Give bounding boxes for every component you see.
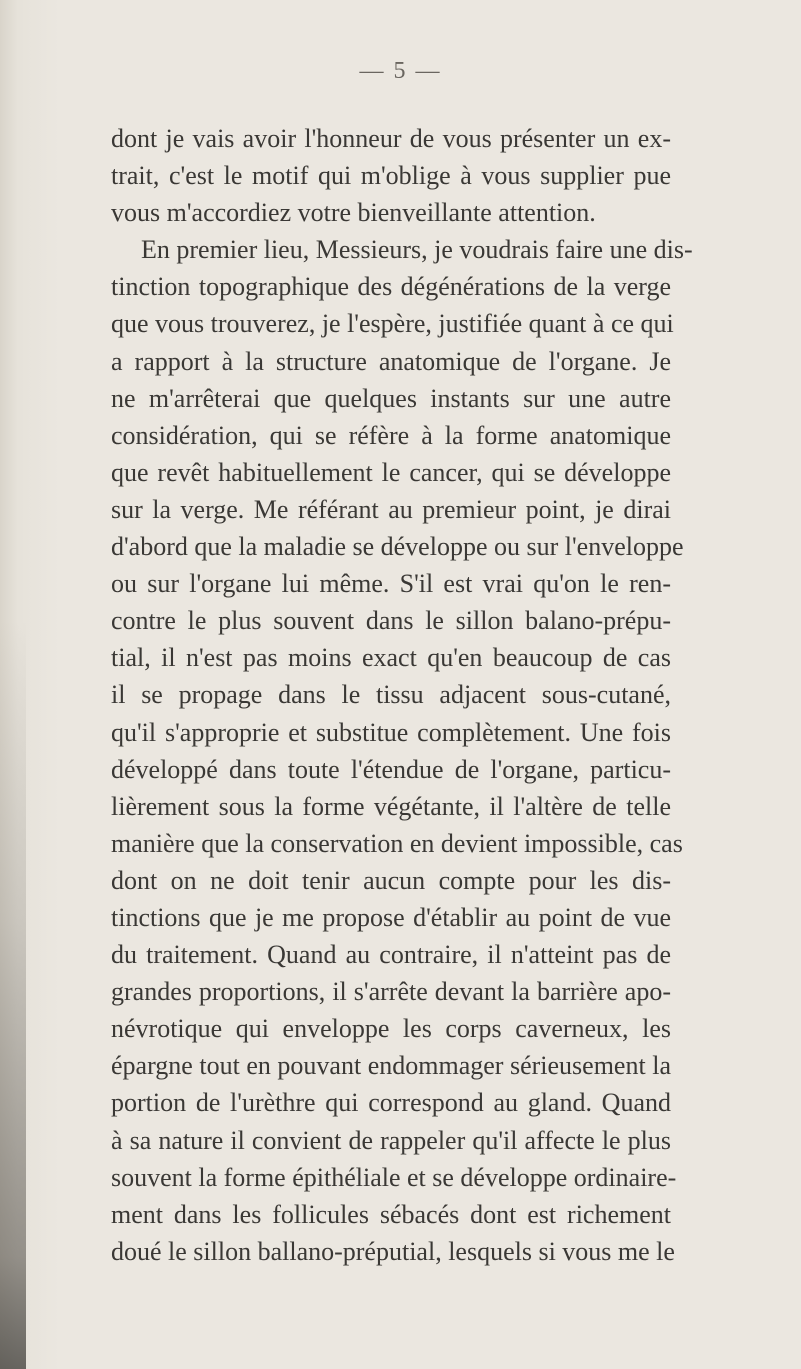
text-line: tial, il n'est pas moins exact qu'en beaucoup de cas	[111, 643, 671, 673]
text-line: considération, qui se réfère à la forme anatomique	[111, 420, 671, 450]
body-text	[111, 120, 693, 1270]
text-line: dont on ne doit tenir aucun compte pour les dis-	[111, 865, 671, 895]
text-line: vous m'accordiez votre bienveillante attention.	[111, 198, 596, 228]
text-line: lièrement sous la forme végétante, il l'altère de telle	[111, 791, 671, 821]
text-line: névrotique qui enveloppe les corps caverneux, les	[111, 1014, 671, 1044]
text-line: souvent la forme épithéliale et se développe ordinaire-	[111, 1162, 677, 1192]
text-line: ment dans les follicules sébacés dont est richement	[111, 1199, 671, 1229]
page-number-header: — 5 —	[359, 58, 442, 84]
text-line: que vous trouverez, je l'espère, justifiée quant à ce qui	[111, 309, 674, 339]
text-line: épargne tout en pouvant endommager sérieusement la	[111, 1051, 671, 1081]
text-line: que revêt habituellement le cancer, qui se développe	[111, 457, 671, 487]
text-line: du traitement. Quand au contraire, il n'atteint pas de	[111, 940, 671, 970]
text-line: manière que la conservation en devient impossible, cas	[111, 828, 683, 858]
text-line: En premier lieu, Messieurs, je voudrais faire une dis-	[141, 235, 693, 265]
text-line: trait, c'est le motif qui m'oblige à vous supplier pue	[111, 161, 671, 191]
text-line: sur la verge. Me référant au premieur point, je dirai	[111, 494, 671, 524]
text-line: il se propage dans le tissu adjacent sous-cutané,	[111, 680, 671, 710]
text-line: tinction topographique des dégénérations de la verge	[111, 272, 671, 302]
text-line: grandes proportions, il s'arrête devant la barrière apo-	[111, 977, 671, 1007]
text-line: portion de l'urèthre qui correspond au gland. Quand	[111, 1088, 671, 1118]
text-line: à sa nature il convient de rappeler qu'il affecte le plus	[111, 1125, 671, 1155]
text-line: dont je vais avoir l'honneur de vous présenter un ex-	[111, 124, 671, 153]
text-line: d'abord que la maladie se développe ou sur l'enveloppe	[111, 532, 684, 562]
text-line: ne m'arrêterai que quelques instants sur une autre	[111, 383, 671, 413]
page-edge-stain	[0, 620, 26, 1369]
text-line: a rapport à la structure anatomique de l'organe. Je	[111, 346, 671, 376]
text-line: tinctions que je me propose d'établir au point de vue	[111, 902, 671, 932]
text-line: contre le plus souvent dans le sillon balano-prépu-	[111, 606, 671, 636]
text-line: doué le sillon ballano-préputial, lesquels si vous me le	[111, 1236, 675, 1266]
text-line: qu'il s'approprie et substitue complètement. Une fois	[111, 717, 671, 747]
text-line: ou sur l'organe lui même. S'il est vrai qu'on le ren-	[111, 569, 671, 599]
text-line: développé dans toute l'étendue de l'organe, particu-	[111, 754, 671, 784]
